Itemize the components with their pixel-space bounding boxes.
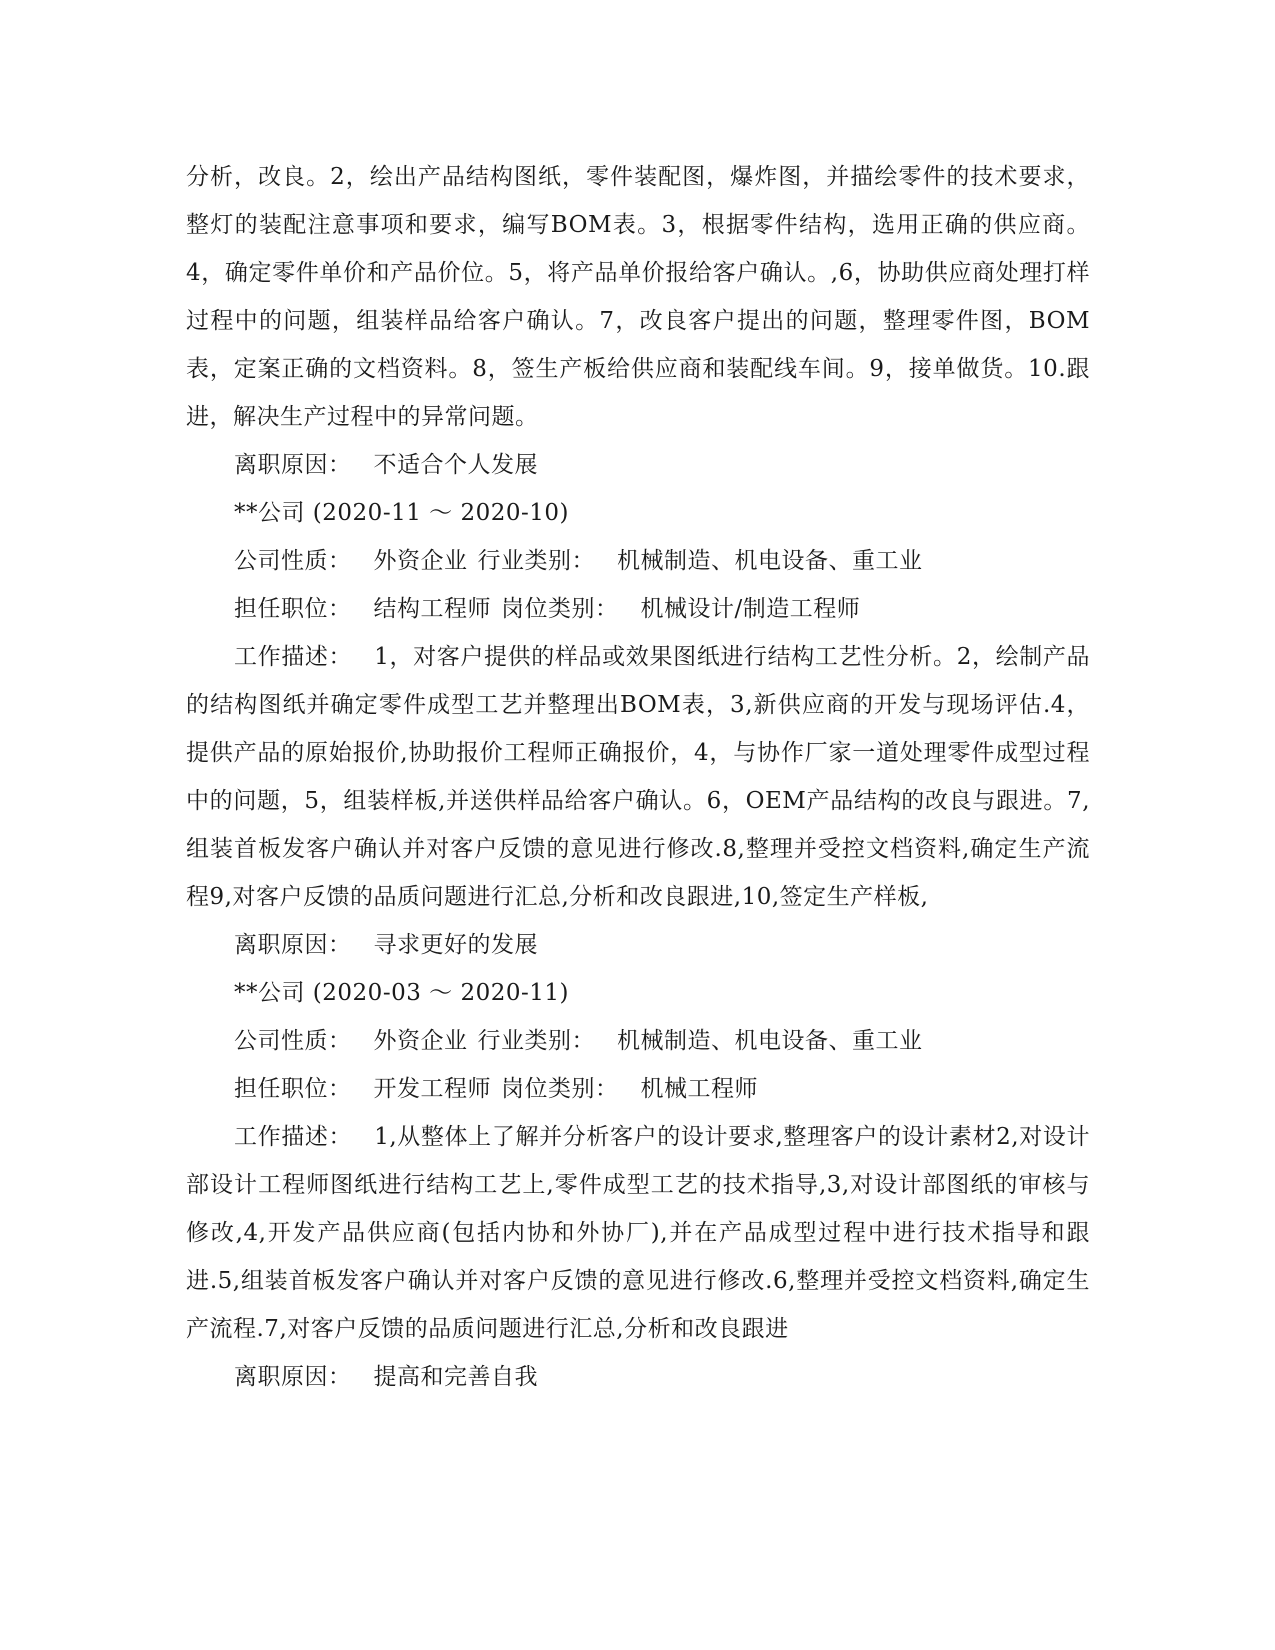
company-nature-row-3 <box>186 1017 1090 1065</box>
document-body <box>186 153 1090 1401</box>
category-label: 岗位类别： <box>501 1076 619 1102</box>
leave-reason-label: 离职原因： <box>234 1364 352 1390</box>
leave-reason-1 <box>186 441 1090 489</box>
description-value: 1,从整体上了解并分析客户的设计要求,整理客户的设计素材2,对设计部设计工程师图纸进行结构工艺上,零件成型工艺的技术指导,3,对设计部图纸的审核与修改,4,开发产品供应商(包括内协和外协厂),并在产品成型过程中进行技术指导和跟进.5,组装首板发客户确认并对客户反馈的意见进行修改.6,整理并受控文档资料,确定生产流程.7,对客户反馈的品质问题进行汇总,分析和改良跟进 <box>186 1124 1090 1342</box>
job-description-2 <box>186 633 1090 921</box>
description-value: 1，对客户提供的样品或效果图纸进行结构工艺性分析。2，绘制产品的结构图纸并确定零件成型工艺并整理出BOM表，3,新供应商的开发与现场评估.4，提供产品的原始报价,协助报价工程师正确报价，4，与协作厂家一道处理零件成型过程中的问题，5，组装样板,并送供样品给客户确认。6，OEM产品结构的改良与跟进。7,组装首板发客户确认并对客户反馈的意见进行修改.8,整理并受控文档资料,确定生产流程9,对客户反馈的品质问题进行汇总,分析和改良跟进,10,签定生产样板, <box>186 644 1090 910</box>
position-value: 结构工程师 <box>373 596 491 622</box>
leave-reason-label: 离职原因： <box>234 452 352 478</box>
position-value: 开发工程师 <box>373 1076 491 1102</box>
description-label: 工作描述： <box>234 644 353 670</box>
intro-paragraph: 分析，改良。2，绘出产品结构图纸，零件装配图，爆炸图，并描绘零件的技术要求，整灯的装配注意事项和要求，编写BOM表。3，根据零件结构，选用正确的供应商。4，确定零件单价和产品价位。5，将产品单价报给客户确认。,6，协助供应商处理打样过程中的问题，组装样品给客户确认。7，改良客户提出的问题，整理零件图，BOM表，定案正确的文档资料。8，签生产板给供应商和装配线车间。9，接单做货。10.跟进，解决生产过程中的异常问题。 <box>186 164 1090 430</box>
company-heading-2: **公司 (2020-11 ～ 2020-10) <box>234 500 570 526</box>
nature-value: 外资企业 <box>373 1028 468 1054</box>
leave-reason-label: 离职原因： <box>234 932 352 958</box>
category-value: 机械设计/制造工程师 <box>640 596 861 622</box>
industry-value: 机械制造、机电设备、重工业 <box>617 1028 923 1054</box>
company-nature-row-2 <box>186 537 1090 585</box>
description-label: 工作描述： <box>234 1124 353 1150</box>
nature-label: 公司性质： <box>234 1028 352 1054</box>
leave-reason-3 <box>186 1353 1090 1401</box>
position-row-3 <box>186 1065 1090 1113</box>
leave-reason-value: 不适合个人发展 <box>373 452 538 478</box>
leave-reason-value: 寻求更好的发展 <box>373 932 538 958</box>
position-label: 担任职位： <box>234 1076 352 1102</box>
industry-label: 行业类别： <box>477 1028 595 1054</box>
job-description-3 <box>186 1113 1090 1353</box>
nature-value: 外资企业 <box>373 548 468 574</box>
leave-reason-2 <box>186 921 1090 969</box>
position-label: 担任职位： <box>234 596 352 622</box>
industry-value: 机械制造、机电设备、重工业 <box>617 548 923 574</box>
leave-reason-value: 提高和完善自我 <box>373 1364 538 1390</box>
position-row-2 <box>186 585 1090 633</box>
industry-label: 行业类别： <box>477 548 595 574</box>
company-heading-3: **公司 (2020-03 ～ 2020-11) <box>234 980 570 1006</box>
category-label: 岗位类别： <box>501 596 619 622</box>
category-value: 机械工程师 <box>640 1076 758 1102</box>
nature-label: 公司性质： <box>234 548 352 574</box>
